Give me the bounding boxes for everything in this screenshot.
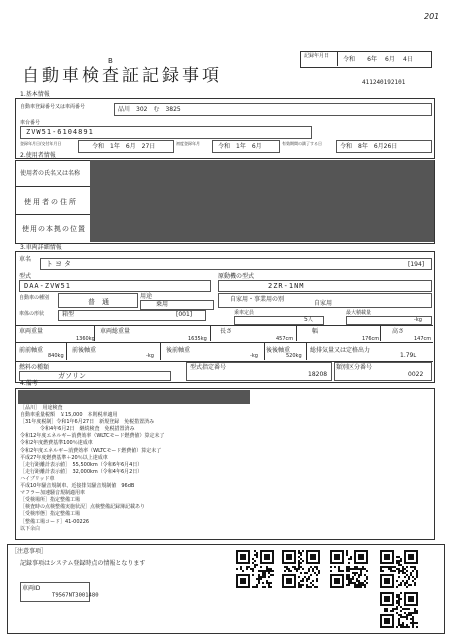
displacement-unit: L xyxy=(413,353,417,359)
qr-code-3 xyxy=(330,550,368,588)
rear-front-axle-number: - xyxy=(250,353,252,359)
vehicle-name-label: 車名 xyxy=(19,256,32,263)
user-base-label: 使用の本拠の位置 xyxy=(22,225,86,233)
use-label: 用途 xyxy=(140,293,153,300)
engine-label: 原動機の型式 xyxy=(218,273,255,280)
front-rear-axle-unit: kg xyxy=(147,353,154,359)
weight-label: 車両重量 xyxy=(19,328,44,335)
reg-number-label: 自動車登録番号又は車両番号 xyxy=(20,104,86,110)
remark-line: ［受検形態］指定整備工場 xyxy=(20,511,81,518)
gross-label: 車両総重量 xyxy=(100,328,131,335)
record-date-year: 6 xyxy=(367,56,371,63)
max-load-value xyxy=(414,317,422,323)
rear-rear-axle-value xyxy=(286,353,302,359)
kind-value: 普 通 xyxy=(88,298,109,306)
document-number: 411240192101 xyxy=(362,79,406,86)
notes-text: 記録事項はシステム登録時点の情報となります xyxy=(20,560,146,567)
max-load-label: 最大積載量 xyxy=(346,310,372,316)
remark-line: ［検査時の点検整備実施状況］点検整備記録簿記載あり xyxy=(20,504,146,511)
mark-b: B xyxy=(108,57,113,65)
notes-heading: ［注意事項］ xyxy=(11,548,48,555)
front-front-axle-label: 前前軸重 xyxy=(19,347,44,354)
remark-line: 令和12年度エネルギー消費効率（WLTCモード燃費値）算定未了 xyxy=(20,433,165,440)
redacted-remarks-top xyxy=(18,390,250,404)
width-number: 176 xyxy=(362,336,372,342)
section-user-heading: 2.使用者情報 xyxy=(20,152,56,159)
engine-value: 2ZR-1NM xyxy=(268,282,305,290)
qr-code-1 xyxy=(236,550,274,588)
front-rear-axle-number: - xyxy=(146,353,148,359)
front-front-axle-number: 840 xyxy=(48,353,58,359)
fuel-value: ガソリン xyxy=(58,372,86,380)
kind-label: 自動車の種別 xyxy=(19,295,50,301)
type-no-label: 型式指定番号 xyxy=(190,364,227,371)
front-rear-axle-label: 前後軸重 xyxy=(72,347,97,354)
rear-rear-axle-unit: kg xyxy=(295,353,302,359)
shape-code: [001] xyxy=(176,311,193,318)
expiry-value: 令和 8年 6月26日 xyxy=(340,143,398,150)
chassis-label: 車台番号 xyxy=(20,120,41,126)
max-load-number: - xyxy=(414,317,416,323)
model-value: DAA-ZVW51 xyxy=(24,282,71,290)
record-date-day: 4 xyxy=(402,56,407,63)
weight-unit: kg xyxy=(88,336,95,342)
length-unit: cm xyxy=(285,336,294,342)
remarks-list xyxy=(20,405,164,533)
remark-line: ［受検場所］指定整備工場 xyxy=(20,497,81,504)
corner-note: 201 xyxy=(424,12,440,21)
remark-line: 自動車重量税額 ￥15,000 本則税率適用 xyxy=(20,412,118,419)
remark-line: ハイブリッド車 xyxy=(20,475,55,482)
first-reg-value: 令和 1年 6月 27日 xyxy=(92,143,156,150)
reg-number-value: 品川 302 む 3825 xyxy=(118,106,181,113)
front-front-axle-value xyxy=(48,353,64,359)
record-date-month-unit: 月 xyxy=(388,56,395,63)
record-date-month: 6 xyxy=(385,56,389,63)
class-selected: 自家用 xyxy=(314,300,333,307)
remark-line: ［品川］ 用途検査 xyxy=(20,405,63,411)
shape-value: 箱型 xyxy=(62,311,75,318)
category-value: 0022 xyxy=(408,371,424,378)
length-label: 長さ xyxy=(220,328,233,335)
record-date-era: 令和 xyxy=(343,56,356,63)
category-label: 類別区分番号 xyxy=(336,364,373,371)
front-rear-axle-value xyxy=(146,353,154,359)
remark-line: マフラー加速騒音規制適用車 xyxy=(20,490,86,497)
type-no-value: 18208 xyxy=(308,371,328,378)
section-basic-heading: 1.基本情報 xyxy=(20,91,50,98)
front-front-axle-unit: kg xyxy=(57,353,64,359)
page-title: 自動車検査証記録事項 xyxy=(22,66,222,86)
height-unit: cm xyxy=(423,336,432,342)
length-number: 457 xyxy=(276,336,286,342)
height-number: 147 xyxy=(414,336,424,342)
remark-line: 平成27年度燃費基準＋20％以上達成車 xyxy=(20,454,108,461)
section-remarks-heading: 4.備考 xyxy=(20,380,38,387)
record-date-label: 記録年月日 xyxy=(304,53,330,59)
capacity-unit: 人 xyxy=(307,317,313,323)
remark-line: 令和2年度燃費基準100％達成車 xyxy=(20,440,93,447)
rear-front-axle-label: 後前軸重 xyxy=(166,347,191,354)
height-label: 高さ xyxy=(392,328,405,335)
remark-line: 令和4年6月2日 継続検査 免税措置済み xyxy=(20,426,135,433)
remark-line: ［走行距離計表示値］ 32,000km（令和4年6月2日） xyxy=(20,468,143,475)
expiry-label: 有効期間の満了する日 xyxy=(282,142,323,147)
vehicle-name-code: [194] xyxy=(408,261,425,268)
record-date-value xyxy=(343,56,413,63)
weight-number: 1360 xyxy=(76,336,89,342)
record-date-year-unit: 年 xyxy=(370,56,377,63)
width-unit: cm xyxy=(371,336,380,342)
section-vehicle-heading: 3.車両詳細情報 xyxy=(20,244,62,251)
remark-line: 以下余白 xyxy=(20,525,41,532)
remark-line: ［走行距離計表示値］ 55,500km（令和6年6月4日） xyxy=(20,461,143,468)
remark-line: ［31年度税制］令和1年6月27日 新規登録 免税措置済み xyxy=(20,419,155,426)
remark-line: ［整備工場コード］41-00226 xyxy=(20,518,90,525)
displacement-number: 1.79 xyxy=(400,352,414,359)
capacity-number: 5 xyxy=(304,316,308,323)
displacement-label: 総排気量又は定格出力 xyxy=(310,347,371,354)
first-reg-right-label: 初度登録年月 xyxy=(176,142,201,147)
rear-front-axle-unit: kg xyxy=(251,353,258,359)
fuel-label: 燃料の種類 xyxy=(19,364,50,371)
qr-code-2 xyxy=(282,550,320,588)
first-reg-label: 登録年月日/交付年月日 xyxy=(20,142,62,147)
user-name-label: 使用者の氏名又は名称 xyxy=(20,170,81,177)
rear-rear-axle-label: 後後軸重 xyxy=(266,347,291,354)
user-address-label: 使用者の住所 xyxy=(24,198,78,206)
remark-line: 平成10年騒音規制車、近接排気騒音規制値 96dB xyxy=(20,483,135,490)
gross-number: 1635 xyxy=(188,336,201,342)
car-id-label: 車両ID xyxy=(22,585,41,592)
capacity-value xyxy=(304,316,313,323)
model-label: 型式 xyxy=(19,273,32,280)
chassis-value: ZVW51-6104891 xyxy=(26,128,94,136)
width-label: 幅 xyxy=(312,328,319,335)
rear-front-axle-value xyxy=(250,353,258,359)
vehicle-name-value: トヨタ xyxy=(46,260,73,268)
record-date-day-unit: 日 xyxy=(406,56,413,63)
use-value: 乗用 xyxy=(156,301,169,308)
max-load-unit: kg xyxy=(415,317,422,323)
qr-code-5 xyxy=(380,592,418,628)
qr-code-4 xyxy=(380,550,418,588)
rear-rear-axle-number: 520 xyxy=(286,353,296,359)
car-id-value: T9567NT3001480 xyxy=(52,592,99,599)
class-value: 自家用・事業用の別 xyxy=(230,296,285,303)
displacement-value xyxy=(400,352,416,359)
shape-label: 車体の形状 xyxy=(19,311,45,317)
first-reg-right-value: 令和 1年 6月 xyxy=(218,143,262,150)
gross-unit: kg xyxy=(200,336,207,342)
capacity-label: 乗車定員 xyxy=(234,310,255,316)
redacted-user-info xyxy=(90,160,434,242)
remark-line: 令和2年度エネルギー消費効率（WLTCモード燃費値）算定未了 xyxy=(20,447,162,454)
